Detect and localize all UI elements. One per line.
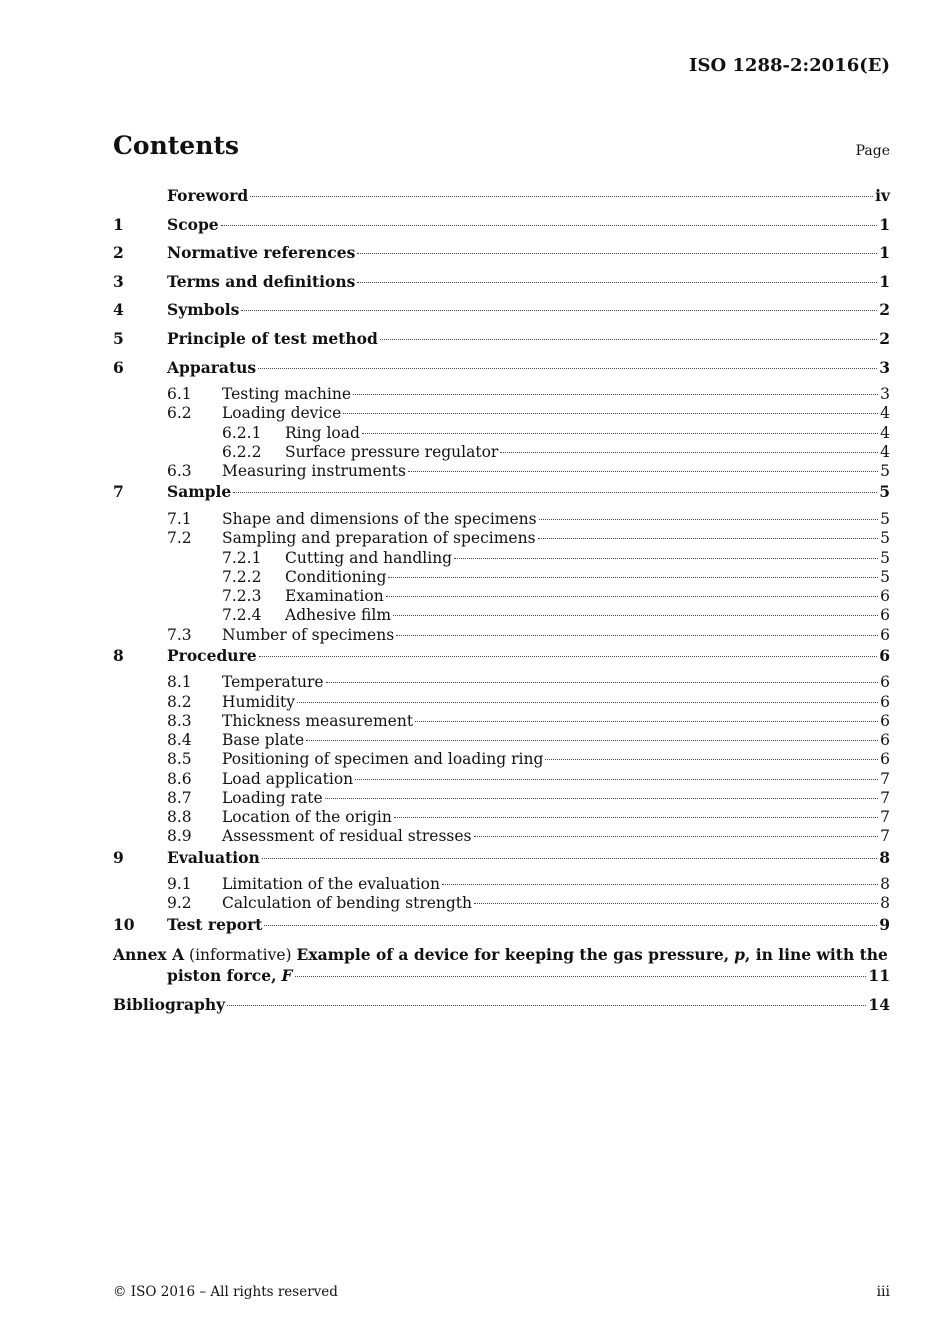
toc-entry[interactable]: [113, 789, 890, 808]
toc-entry[interactable]: [113, 914, 890, 943]
toc-entry[interactable]: [113, 185, 890, 214]
toc-entry-page: 11: [868, 965, 890, 985]
toc-entry-title: Sampling and preparation of specimens: [222, 529, 536, 548]
dot-leader: [380, 339, 877, 340]
toc-entry[interactable]: [113, 242, 890, 271]
toc-entry[interactable]: [113, 549, 890, 568]
toc-entry-page: 5: [880, 548, 890, 567]
annex-title: Example of a device for keeping the gas pressure,: [296, 945, 730, 965]
toc-entry-number: 6.2.1: [222, 423, 262, 442]
toc-entry-number: 1: [113, 214, 124, 234]
toc-entry-page: 6: [880, 625, 890, 644]
dot-leader: [233, 492, 877, 493]
toc-entry[interactable]: [113, 894, 890, 913]
toc-entry[interactable]: [113, 510, 890, 529]
dot-leader: [227, 1005, 866, 1006]
toc-entry-page: 5: [880, 529, 890, 548]
toc-entry-page: iv: [875, 186, 890, 205]
toc-entry-title: Testing machine: [222, 385, 351, 404]
dot-leader: [264, 925, 877, 926]
toc-entry-title: Normative references: [167, 243, 356, 263]
toc-entry-title: Cutting and handling: [285, 548, 453, 567]
toc-entry-page: 6: [880, 750, 890, 769]
toc-entry[interactable]: [113, 529, 890, 548]
toc-entry[interactable]: [113, 847, 890, 876]
toc-entry[interactable]: [113, 693, 890, 712]
dot-leader: [396, 635, 878, 636]
toc-entry-number: 7.2.4: [222, 606, 262, 625]
toc-entry-annex[interactable]: [113, 945, 890, 985]
dot-leader: [415, 721, 878, 722]
toc-entry-title: Ring load: [285, 423, 360, 442]
toc-entry[interactable]: [113, 481, 890, 510]
toc-entry[interactable]: [113, 214, 890, 243]
toc-entry-title: Location of the origin: [222, 808, 392, 827]
dot-leader: [221, 225, 878, 226]
page-number: iii: [876, 1284, 890, 1300]
toc-entry-number: 5: [113, 328, 124, 348]
dot-leader: [357, 253, 877, 254]
toc-entry-number: 3: [113, 271, 124, 291]
annex-line-1: [113, 945, 890, 966]
toc-entry-title: Test report: [167, 914, 263, 934]
toc-entry-title: Base plate: [222, 731, 305, 750]
toc-entry-number: 9.1: [167, 875, 192, 894]
toc-entry-number: 8.8: [167, 808, 192, 827]
table-of-contents: [113, 185, 890, 1023]
dot-leader: [326, 682, 879, 683]
dot-leader: [241, 310, 877, 311]
dot-leader: [262, 858, 877, 859]
dot-leader: [539, 519, 879, 520]
toc-entry-number: 7.2.3: [222, 587, 262, 605]
dot-leader: [386, 596, 878, 597]
toc-entry-title: Humidity: [222, 692, 296, 711]
toc-entry[interactable]: [113, 271, 890, 300]
dot-leader: [306, 740, 878, 741]
toc-entry-page: 7: [880, 827, 890, 846]
toc-entry[interactable]: [113, 875, 890, 894]
dot-leader: [545, 759, 878, 760]
dot-leader: [394, 817, 878, 818]
toc-entry-title: Measuring instruments: [222, 462, 406, 481]
toc-entry-page: 4: [880, 442, 890, 461]
dot-leader: [538, 538, 879, 539]
toc-entry-number: 8.7: [167, 788, 192, 807]
toc-entry-page: 3: [879, 357, 890, 377]
toc-entry-page: 8: [880, 894, 890, 913]
toc-entry[interactable]: [113, 626, 890, 645]
toc-entry[interactable]: [113, 424, 890, 443]
toc-entry-page: 6: [879, 645, 890, 665]
toc-entry-page: 6: [880, 606, 890, 625]
toc-entry-page: 6: [880, 673, 890, 692]
toc-entry[interactable]: [113, 712, 890, 731]
toc-entry-page: 6: [880, 692, 890, 711]
dot-leader: [357, 282, 877, 283]
toc-entry[interactable]: [113, 750, 890, 769]
dot-leader: [325, 798, 878, 799]
toc-entry-page: 6: [880, 711, 890, 730]
toc-entry[interactable]: [113, 827, 890, 846]
toc-entry-number: 8.6: [167, 769, 192, 788]
toc-entry-number: 2: [113, 243, 124, 263]
toc-entry-page: 7: [880, 769, 890, 788]
annex-line-2: [113, 966, 890, 986]
toc-entry-number: 8.9: [167, 827, 192, 846]
toc-entry-number: 8.3: [167, 711, 192, 730]
annex-type: (informative): [189, 946, 292, 965]
dot-leader: [353, 394, 878, 395]
toc-entry-title: Terms and definitions: [167, 271, 356, 291]
toc-entry-title: Evaluation: [167, 847, 260, 867]
toc-entry[interactable]: [113, 770, 890, 789]
toc-entry-page: 5: [879, 482, 890, 502]
annex-variable-p: p: [734, 945, 745, 965]
toc-entry-title: Shape and dimensions of the specimens: [222, 510, 537, 528]
toc-entry-title: Limitation of the evaluation: [222, 875, 440, 894]
page-column-label: Page: [855, 143, 890, 159]
toc-entry-title: Adhesive film: [285, 606, 392, 625]
toc-entry[interactable]: [113, 357, 890, 386]
toc-entry-number: 7.2.2: [222, 567, 262, 586]
dot-leader: [454, 558, 878, 559]
toc-entry-title: Principle of test method: [167, 328, 378, 348]
toc-entry-page: 9: [879, 914, 890, 934]
toc-entry-number: 6.2.2: [222, 442, 262, 461]
toc-entry-page: 4: [880, 423, 890, 442]
toc-entry-page: 7: [880, 788, 890, 807]
toc-entry-title: Symbols: [167, 300, 240, 320]
toc-entry-title: Sample: [167, 482, 232, 502]
toc-entry-number: 7.3: [167, 625, 192, 644]
toc-entry-page: 7: [880, 808, 890, 827]
toc-entry-title: Scope: [167, 214, 219, 234]
toc-entry-title: Positioning of specimen and loading ring: [222, 750, 544, 769]
dot-leader: [250, 196, 873, 197]
toc-entry-page: 8: [879, 847, 890, 867]
toc-entry[interactable]: [113, 462, 890, 481]
dot-leader: [500, 452, 878, 453]
toc-entry[interactable]: [113, 443, 890, 462]
dot-leader: [343, 413, 878, 414]
toc-entry[interactable]: [113, 808, 890, 827]
toc-entry[interactable]: [113, 568, 890, 587]
annex-title-continued: piston force,: [167, 965, 277, 985]
toc-entry-title: Bibliography: [113, 995, 226, 1015]
toc-entry[interactable]: [113, 645, 890, 674]
toc-entry-page: 2: [879, 300, 890, 320]
dot-leader: [393, 615, 878, 616]
toc-entry-page: 1: [879, 214, 890, 234]
toc-entry-page: 5: [880, 462, 890, 481]
toc-entry-title: Foreword: [167, 186, 249, 205]
toc-entry-title: Temperature: [222, 673, 324, 692]
toc-entry-title: Thickness measurement: [222, 711, 414, 730]
toc-entry-page: 6: [880, 587, 890, 605]
dot-leader: [408, 471, 878, 472]
dot-leader: [295, 976, 867, 977]
toc-entry[interactable]: [113, 587, 890, 606]
toc-entry-number: 7: [113, 482, 124, 502]
toc-entry-title: Examination: [285, 587, 384, 605]
toc-entry-number: 8.5: [167, 750, 192, 769]
toc-entry-page: 5: [880, 510, 890, 528]
toc-entry[interactable]: [113, 606, 890, 625]
document-id: ISO 1288-2:2016(E): [689, 55, 890, 76]
dot-leader: [474, 836, 879, 837]
toc-entry-number: 8.4: [167, 731, 192, 750]
page-title: Contents: [113, 131, 240, 160]
toc-entry-title: Loading rate: [222, 788, 323, 807]
toc-entry-number: 6: [113, 357, 124, 377]
dot-leader: [388, 577, 878, 578]
toc-entry[interactable]: [113, 673, 890, 692]
toc-entry-number: 8.2: [167, 692, 192, 711]
dot-leader: [362, 433, 878, 434]
toc-entry-title: Apparatus: [167, 357, 257, 377]
toc-entry-number: 9.2: [167, 894, 192, 913]
dot-leader: [474, 903, 878, 904]
dot-leader: [258, 368, 877, 369]
toc-entry-number: 7.2.1: [222, 548, 262, 567]
toc-entry-title: Conditioning: [285, 567, 387, 586]
toc-entry-bibliography[interactable]: [113, 994, 890, 1023]
toc-entry-page: 14: [868, 995, 890, 1015]
toc-entry-title: Assessment of residual stresses: [222, 827, 472, 846]
toc-entry-title: Loading device: [222, 404, 342, 423]
toc-entry-page: 1: [879, 243, 890, 263]
toc-entry-title: Surface pressure regulator: [285, 442, 499, 461]
annex-title-end: , in line with the: [744, 945, 888, 965]
toc-entry-title: Number of specimens: [222, 625, 395, 644]
toc-entry-number: 8: [113, 645, 124, 665]
dot-leader: [442, 884, 878, 885]
toc-entry[interactable]: [113, 404, 890, 423]
toc-entry-page: 8: [880, 875, 890, 894]
toc-entry-number: 6.3: [167, 462, 192, 481]
toc-entry-title: Load application: [222, 769, 354, 788]
dot-leader: [355, 779, 878, 780]
toc-entry-number: 7.2: [167, 529, 192, 548]
toc-entry[interactable]: [113, 731, 890, 750]
toc-entry-number: 7.1: [167, 510, 192, 528]
toc-entry-page: 6: [880, 731, 890, 750]
toc-entry-page: 3: [880, 385, 890, 404]
toc-entry-title: Calculation of bending strength: [222, 894, 473, 913]
toc-entry[interactable]: [113, 299, 890, 328]
toc-entry-page: 2: [879, 328, 890, 348]
toc-entry-number: 10: [113, 914, 135, 934]
annex-label: Annex A: [113, 945, 185, 965]
dot-leader: [297, 702, 878, 703]
annex-variable-f: F: [281, 965, 293, 985]
toc-entry[interactable]: [113, 328, 890, 357]
toc-entry-number: 9: [113, 847, 124, 867]
toc-entry-number: 4: [113, 300, 124, 320]
toc-entry[interactable]: [113, 385, 890, 404]
toc-entry-number: 6.1: [167, 385, 192, 404]
toc-entry-number: 6.2: [167, 404, 192, 423]
copyright-notice: © ISO 2016 – All rights reserved: [113, 1284, 338, 1300]
toc-entry-page: 1: [879, 271, 890, 291]
toc-entry-number: 8.1: [167, 673, 192, 692]
toc-entry-page: 5: [880, 567, 890, 586]
toc-entry-page: 4: [880, 404, 890, 423]
dot-leader: [259, 656, 878, 657]
toc-entry-title: Procedure: [167, 645, 257, 665]
